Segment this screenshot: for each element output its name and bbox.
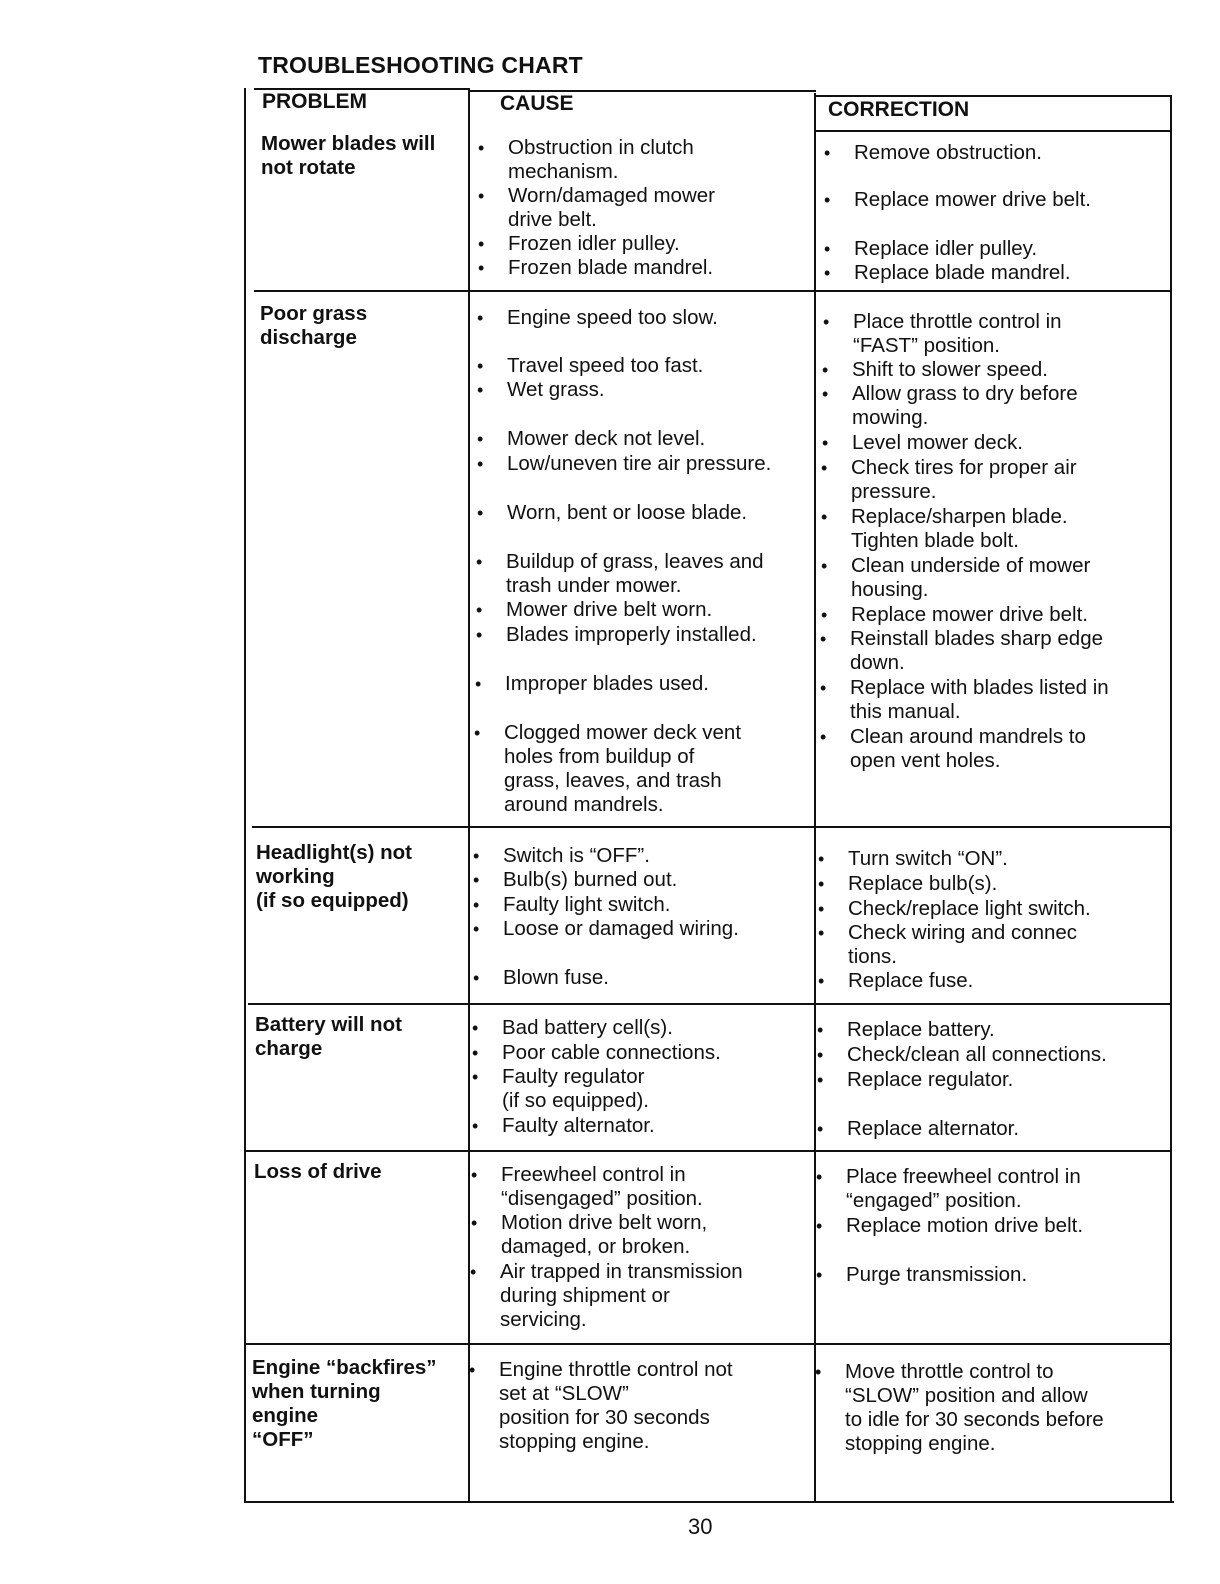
cause-item: • Engine speed too slow. — [477, 306, 718, 330]
cause-item: • Travel speed too fast. — [477, 354, 703, 378]
row-divider — [248, 1003, 1170, 1005]
problem-cell: Engine “backfires” when turning engine “OFF” — [252, 1356, 437, 1451]
cause-item: • Faulty light switch. — [473, 893, 670, 917]
problem-cell: Loss of drive — [254, 1160, 382, 1183]
correction-item: • Replace fuse. — [818, 969, 973, 993]
correction-item: • Turn switch “ON”. — [818, 847, 1008, 871]
correction-item: • Level mower deck. — [822, 431, 1023, 455]
table-right-border — [1170, 95, 1172, 1502]
correction-item: • Replace alternator. — [817, 1117, 1019, 1141]
cause-item: • Poor cable connections. — [472, 1041, 721, 1065]
header-correction: CORRECTION — [828, 98, 970, 121]
cause-item: • Freewheel control in “disengaged” position. — [471, 1163, 703, 1211]
correction-item: • Move throttle control to “SLOW” position and allow to idle for 30 seconds before stopping engine. — [815, 1360, 1104, 1456]
row-divider — [246, 1343, 1170, 1345]
row-divider — [254, 290, 1170, 292]
problem-cell: Poor grass discharge — [260, 302, 368, 349]
column-divider — [814, 93, 816, 1502]
cause-item: • Mower drive belt worn. — [476, 598, 712, 622]
correction-item: • Place freewheel control in “engaged” position. — [816, 1165, 1081, 1213]
correction-item: • Check wiring and connec tions. — [818, 921, 1077, 969]
correction-item: • Purge transmission. — [816, 1263, 1027, 1287]
cause-item: • Engine throttle control not set at “SLOW” position for 30 seconds stopping engine. — [469, 1358, 733, 1454]
correction-item: • Allow grass to dry before mowing. — [822, 382, 1078, 430]
correction-item: • Replace mower drive belt. — [821, 603, 1088, 627]
correction-item: • Check/clean all connections. — [817, 1043, 1107, 1067]
correction-item: • Clean underside of mower housing. — [821, 554, 1090, 602]
table-top-border — [814, 95, 1172, 97]
page-number: 30 — [688, 1514, 713, 1539]
cause-item: • Low/uneven tire air pressure. — [477, 452, 771, 476]
cause-item: • Clogged mower deck vent holes from buildup of grass, leaves, and trash around mandrels. — [474, 721, 741, 817]
correction-item: • Place throttle control in “FAST” position. — [823, 310, 1062, 358]
cause-item: • Mower deck not level. — [477, 427, 705, 451]
correction-item: • Replace regulator. — [817, 1068, 1013, 1092]
correction-item: • Replace idler pulley. — [824, 237, 1037, 261]
correction-item: • Check tires for proper air pressure. — [821, 456, 1077, 504]
cause-item: • Buildup of grass, leaves and trash under mower. — [476, 550, 764, 598]
cause-item: • Bulb(s) burned out. — [473, 868, 677, 892]
cause-item: • Motion drive belt worn, damaged, or broken. — [471, 1211, 707, 1259]
chart-title: TROUBLESHOOTING CHART — [258, 52, 583, 78]
row-divider — [252, 826, 1170, 828]
cause-item: • Wet grass. — [477, 378, 605, 402]
cause-item: • Frozen idler pulley. — [478, 232, 680, 256]
problem-cell: Battery will not charge — [255, 1013, 402, 1060]
cause-item: • Improper blades used. — [475, 672, 709, 696]
correction-item: • Replace bulb(s). — [818, 872, 997, 896]
cause-item: • Switch is “OFF”. — [473, 844, 650, 868]
cause-item: • Frozen blade mandrel. — [478, 256, 713, 280]
correction-item: • Clean around mandrels to open vent holes. — [820, 725, 1086, 773]
correction-item: • Replace motion drive belt. — [816, 1214, 1083, 1238]
correction-item: • Remove obstruction. — [824, 141, 1042, 165]
problem-cell: Mower blades will not rotate — [261, 132, 436, 179]
correction-item: • Shift to slower speed. — [822, 358, 1048, 382]
header-problem: PROBLEM — [262, 90, 367, 113]
header-cause: CAUSE — [500, 92, 574, 115]
problem-cell: Headlight(s) not working (if so equipped) — [256, 841, 413, 912]
correction-item: • Check/replace light switch. — [818, 897, 1091, 921]
correction-item: • Replace battery. — [817, 1018, 995, 1042]
cause-item: • Faulty alternator. — [472, 1114, 655, 1138]
cause-item: • Worn, bent or loose blade. — [477, 501, 747, 525]
cause-item: • Loose or damaged wiring. — [473, 917, 739, 941]
cause-item: • Blown fuse. — [473, 966, 609, 990]
correction-item: • Replace/sharpen blade. Tighten blade bolt. — [821, 505, 1068, 553]
cause-item: • Bad battery cell(s). — [472, 1016, 673, 1040]
row-divider — [246, 1150, 1170, 1152]
cause-item: • Worn/damaged mower drive belt. — [478, 184, 715, 232]
header-divider — [814, 130, 1170, 132]
cause-item: • Faulty regulator (if so equipped). — [472, 1065, 649, 1113]
correction-item: • Reinstall blades sharp edge down. — [820, 627, 1103, 675]
cause-item: • Obstruction in clutch mechanism. — [478, 136, 694, 184]
correction-item: • Replace blade mandrel. — [824, 261, 1071, 285]
correction-item: • Replace mower drive belt. — [824, 188, 1091, 212]
cause-item: • Air trapped in transmission during shipment or servicing. — [470, 1260, 743, 1332]
correction-item: • Replace with blades listed in this manual. — [820, 676, 1109, 724]
cause-item: • Blades improperly installed. — [476, 623, 757, 647]
